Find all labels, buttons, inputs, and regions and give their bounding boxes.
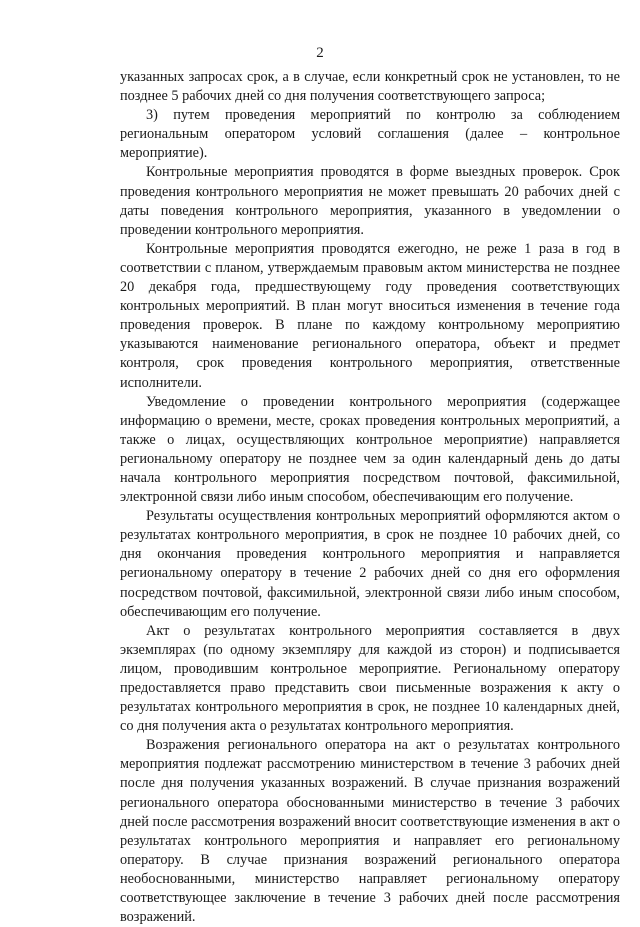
- paragraph-annual-plan: Контрольные мероприятия проводятся ежегодно, не реже 1 раза в год в соответствии с планом, утверждаемым правовым актом министерства не позднее 20 декабря года, предшествующему году проведения соответствующих контрольных мероприятий. В план могут вноситься изменения в течение года проведения проверок. В плане по каждому контрольному мероприятию указываются наименование регионального оператора, объект и предмет контроля, срок проведения контрольного мероприятия, ответственные исполнители.: [120, 240, 620, 391]
- page-number: 2: [316, 45, 324, 61]
- document-body: [120, 68, 620, 927]
- paragraph-objections: Возражения регионального оператора на акт о результатах контрольного мероприятия подлежат рассмотрению министерством в течение 3 рабочих дней после дня получения указанных возражений. В случае признания возражений регионального оператора обоснованными министерство в течение 3 рабочих дней после рассмотрения возражений вносит соответствующие изменения в акт о результатах контрольного мероприятия и направляет его региональному оператору. В случае признания возражений регионального оператора необоснованными, министерство направляет региональному оператору соответствующее заключение в течение 3 рабочих дней после рассмотрения возражений.: [120, 737, 620, 926]
- paragraph-results-act: Результаты осуществления контрольных мероприятий оформляются актом о результатах контрольного мероприятия, в срок не позднее 10 рабочих дней, со дня окончания проведения контрольного мероприятия и направляется региональному оператору в течение 2 рабочих дней со дня его оформления посредством почтовой, факсимильной, электронной связи либо иным способом, обеспечивающим его получение.: [120, 508, 620, 620]
- paragraph-control-measure-definition: 3) путем проведения мероприятий по контролю за соблюдением региональным оператором условий соглашения (далее – контрольное мероприятие).: [120, 107, 620, 162]
- paragraph-continuation: указанных запросах срок, а в случае, если конкретный срок не установлен, то не позднее 5 рабочих дней со дня получения соответствующего запроса;: [120, 69, 620, 105]
- paragraph-field-inspections: Контрольные мероприятия проводятся в форме выездных проверок. Срок проведения контрольного мероприятия не может превышать 20 рабочих дней с даты поведения контрольного мероприятия, указанного в уведомлении о проведении контрольного мероприятия.: [120, 164, 620, 238]
- paragraph-notification: Уведомление о проведении контрольного мероприятия (содержащее информацию о времени, месте, сроках проведения контрольных мероприятий, а также о лицах, осуществляющих контрольное мероприятие) направляется региональному оператору не позднее чем за один календарный день до даты начала контрольного мероприятия посредством почтовой, факсимильной, электронной связи либо иным способом, обеспечивающим его получение.: [120, 393, 620, 506]
- paragraph-act-copies: Акт о результатах контрольного мероприятия составляется в двух экземплярах (по одному экземпляру для каждой из сторон) и подписывается лицом, проводившим контрольное мероприятие. Региональному оператору предоставляется право представить свои письменные возражения к акту о результатах контрольного мероприятия в срок, не позднее 10 календарных дней, со дня получения акта о результатах контрольного мероприятия.: [120, 622, 620, 735]
